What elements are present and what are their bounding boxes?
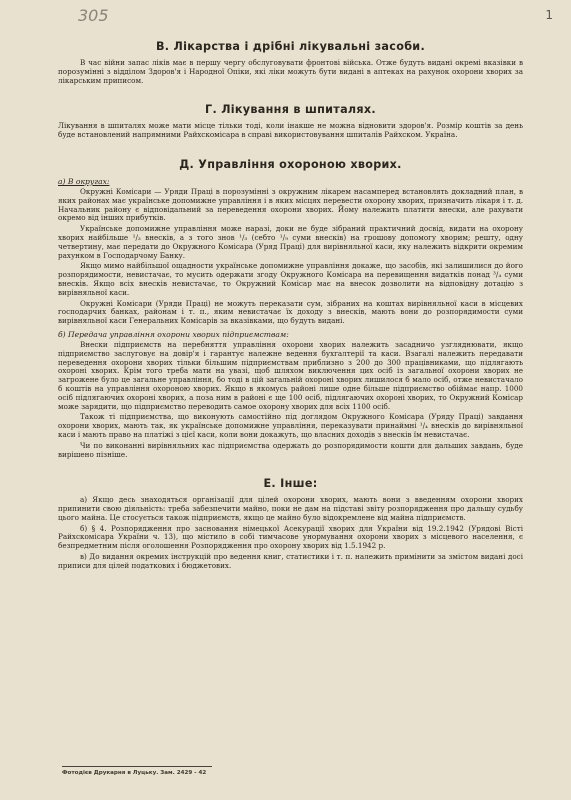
page-number: 1 — [545, 8, 553, 22]
handwritten-mark: 305 — [78, 6, 109, 25]
section-d-sub-a: а) В округах: — [58, 176, 110, 186]
section-e-item-c: в) До видання окремих інструкцій про ведення книг, статистики і т. п. належить примінити за змістом видані досі приписи для цілей податкових і бюджетових. — [58, 552, 523, 570]
section-d-sub-b: б) Передача управління охорони хворих підприємствам: — [58, 329, 289, 339]
section-g-paragraph: Лікування в шпиталях може мати місце тільки тоді, коли інакше не можна відновити здоров'я. Розмір коштів за день буде встановлений напрямними Райхскомісара в справі використовування шпиталів Райхском. Україна. — [58, 121, 523, 140]
section-e-item-b: б) § 4. Розпорядження про засновання німецької Асекурації хворих для України від 19.2.1942 (Урядові Вісті Райхскомісара України ч. 13), що містило в собі тимчасове унормування охорони хворих з місцевого населення, є безпредметним після оголошення Розпорядження про охорону хворих від 1.5.1942 р. — [58, 523, 523, 551]
section-v-paragraph: В час війни запас ліків має в першу чергу обслуговувати фронтові війська. Отже будуть видані окремі вказівки в порозумінні з відділом Здоров'я і Народної Опіки, які ліки можуть бути видані в аптеках на рахунок охорони хворих за лікарським приписом. — [58, 58, 523, 85]
section-d-a-paragraph-3: Якщо мимо найбільшої ощадности українське допомижне управління докаже, що засобів, які залишилися до його розпорядимости, невистачає, то мусить одержати згоду Окружного Комісара на перевищення видатків понад ³/₄ суми внесків. Якщо всіх внесків невистачає, то Окружний Комісар має на внесок дозволити на відповідну дотацію з вирівняльної каси. — [58, 261, 523, 297]
section-d-a-paragraph-4: Окружні Комісари (Уряди Праці) не можуть переказати сум, зібраних на коштах вирівняльної каси в місцевих господарчих банках, районам і т. п., яким невистачає їх доходу з внесків, мають вони до розпорядимости суми вирівняльної каси Генеральних Комісарів за вказівками, що будуть видані. — [58, 298, 523, 326]
printer-imprint: Фотодієв Друкарня в Луцьку. Зам. 2429 - 42 — [62, 770, 207, 776]
section-d-title: Д. Управління охороною хворих. — [179, 157, 402, 171]
section-e-item-a: а) Якщо десь знаходяться організації для цілей охорони хворих, мають вони з введенням охорони хворих припинити свою діяльність: треба забезпечити майно, поки не дам на підставі звіту розпорядження про дальшу судьбу цього майна. Це стосується також підприємств, якщо це майно було відокремлене від майна підприємств. — [58, 495, 523, 522]
section-d-b-paragraph-2: Також ті підприємства, що виконують самостійно під доглядом Окружного Комісара (Уряду Праці) завдання охорони хворих, мають так, як українське допомижне управління, переказувати принаймні ¹/₄ внесків до вирівняльної каси і мають право на платіжі з цієї каси, коли вони докажуть, що власних доходів з внесків їм невистачає. — [58, 412, 523, 439]
section-d-b-paragraph-3: Чи по виконанні вирівняльних кас підприємства одержать до розпорядимости кошти для дальших завдань, буде вирішено пізніше. — [58, 440, 523, 459]
footer-rule — [62, 766, 212, 767]
section-e-title: Е. Інше: — [263, 477, 318, 491]
section-d-b-paragraph-1: Внески підприємств на перебняття управління охорони хворих належить засадничо узгляднювати, якщо підприємство заслуговує на довір'я і гарантує належне ведення бухгалтерії та каси. Взагалі належить передавати переведення охорони хворих тільки більшим підприємствам приблизно з 200 до 300 працівниками, що підлягають охороні хворих. Крім того треба мати на увазі, щоб шляхом виключення цих осіб із загальної охорони хворих не загрожене було це загальне управління, бо тоді в цій загальній охороні хворих лишилося б мало осіб, отже невистачало б коштів на управління охороною хворих. Якщо в якомусь районі лише одне більше підприємство обіймає напр. 1000 осіб підлягаючих охороні хворих, а поза ним в районі є ще 100 осіб, підлягаючих охороні хворих, то Окружний Комісар може зарядити, що підприємство переводить самое охорону хворих для всіх 1100 осіб. — [58, 339, 523, 411]
section-g-title: Г. Лікування в шпиталях. — [205, 103, 376, 117]
section-d-a-paragraph-1: Окружні Комісари — Уряди Праці в порозумінні з окружним лікарем насамперед встановлять докладний план, в яких районах має українське допомижне управління і в яких місцях перевести охорону хворих, призначить лікаря і т. д. Начальник району є відповідальний за переведення охорони хворих. Йому належить платити внески, але рахувати окремо від інших прибутків. — [58, 186, 523, 223]
section-v-title: В. Лікарства і дрібні лікувальні засоби. — [155, 40, 425, 53]
section-d-a-paragraph-2: Українське допомижне управління може наразі, доки не буде зібраний практичний досвід, видати на охорону хворих найбільше ¹/₃ внесків, а з того знов ¹/₃ (себто ¹/₉ суми внесків) на грошову допомогу хворим; решту, одну четвертину, має передати до Окружного Комісара (Уряд Праці) для вирівняльної каси, яку належить відкрити окремим рахунком в Господарчому Банку. — [58, 224, 523, 260]
